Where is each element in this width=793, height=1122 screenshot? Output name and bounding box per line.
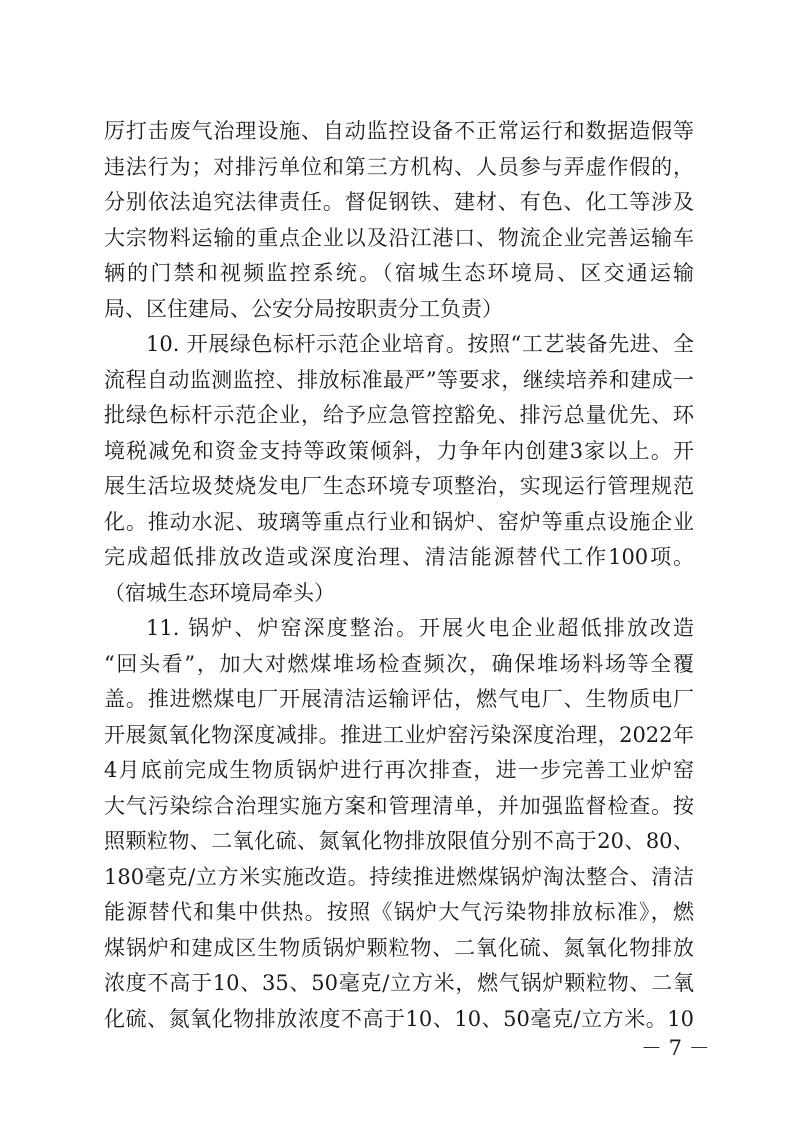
body-text	[104, 114, 694, 1037]
text-line: 辆的门禁和视频监控系统。（宿城生态环境局、区交通运输	[104, 261, 694, 285]
text-line: 分别依法追究法律责任。督促钢铁、建材、有色、化工等涉及	[104, 190, 694, 214]
text-line: 开展氮氧化物深度减排。推进工业炉窑污染深度治理，2022年	[104, 722, 694, 747]
text-line: 局、区住建局、公安分局按职责分工负责）	[104, 296, 503, 321]
paragraph-11-start: 11. 锅炉、炉窑深度整治。开展火电企业超低排放改造	[146, 616, 694, 640]
text-line: 境税减免和资金支持等政策倾斜，力争年内创建3家以上。开	[104, 438, 694, 463]
text-line: （宿城生态环境局牵头）	[104, 580, 335, 605]
text-line: 180毫克/立方米实施改造。持续推进燃煤锅炉淘汰整合、清洁	[104, 864, 694, 889]
text-line: 批绿色标杆示范企业，给予应急管控豁免、排污总量优先、环	[104, 403, 694, 427]
text-line: 厉打击废气治理设施、自动监控设备不正常运行和数据造假等	[104, 119, 694, 143]
text-line: 能源替代和集中供热。按照《锅炉大气污染物排放标准》，燃	[104, 900, 694, 924]
text-line: 违法行为；对排污单位和第三方机构、人员参与弄虚作假的，	[104, 154, 694, 179]
text-line: 完成超低排放改造或深度治理、清洁能源替代工作100项。	[104, 545, 694, 569]
paragraph-10-start: 10. 开展绿色标杆示范企业培育。按照“工艺装备先进、全	[146, 332, 694, 356]
text-line: “回头看”，加大对燃煤堆场检查频次，确保堆场料场等全覆	[104, 651, 694, 676]
text-line: 流程自动监测监控、排放标准最严”等要求，继续培养和建成一	[104, 367, 694, 392]
text-line: 大气污染综合治理实施方案和管理清单，并加强监督检查。按	[104, 793, 694, 818]
text-line: 大宗物料运输的重点企业以及沿江港口、物流企业完善运输车	[104, 225, 694, 250]
text-line: 4月底前完成生物质锅炉进行再次排查，进一步完善工业炉窑	[104, 758, 694, 782]
text-line: 浓度不高于10、35、50毫克/立方米，燃气锅炉颗粒物、二氧	[104, 971, 694, 995]
text-line: 化。推动水泥、玻璃等重点行业和锅炉、窑炉等重点设施企业	[104, 509, 694, 534]
text-line: 照颗粒物、二氧化硫、氮氧化物排放限值分别不高于20、80、	[104, 829, 694, 853]
text-line: 展生活垃圾焚烧发电厂生态环境专项整治，实现运行管理规范	[104, 474, 694, 498]
text-line: 盖。推进燃煤电厂开展清洁运输评估，燃气电厂、生物质电厂	[104, 687, 694, 711]
text-line: 化硫、氮氧化物排放浓度不高于10、10、50毫克/立方米。10	[104, 1006, 694, 1031]
text-line: 煤锅炉和建成区生物质锅炉颗粒物、二氧化硫、氮氧化物排放	[104, 935, 694, 960]
page-number: － 7 －	[641, 1036, 710, 1060]
